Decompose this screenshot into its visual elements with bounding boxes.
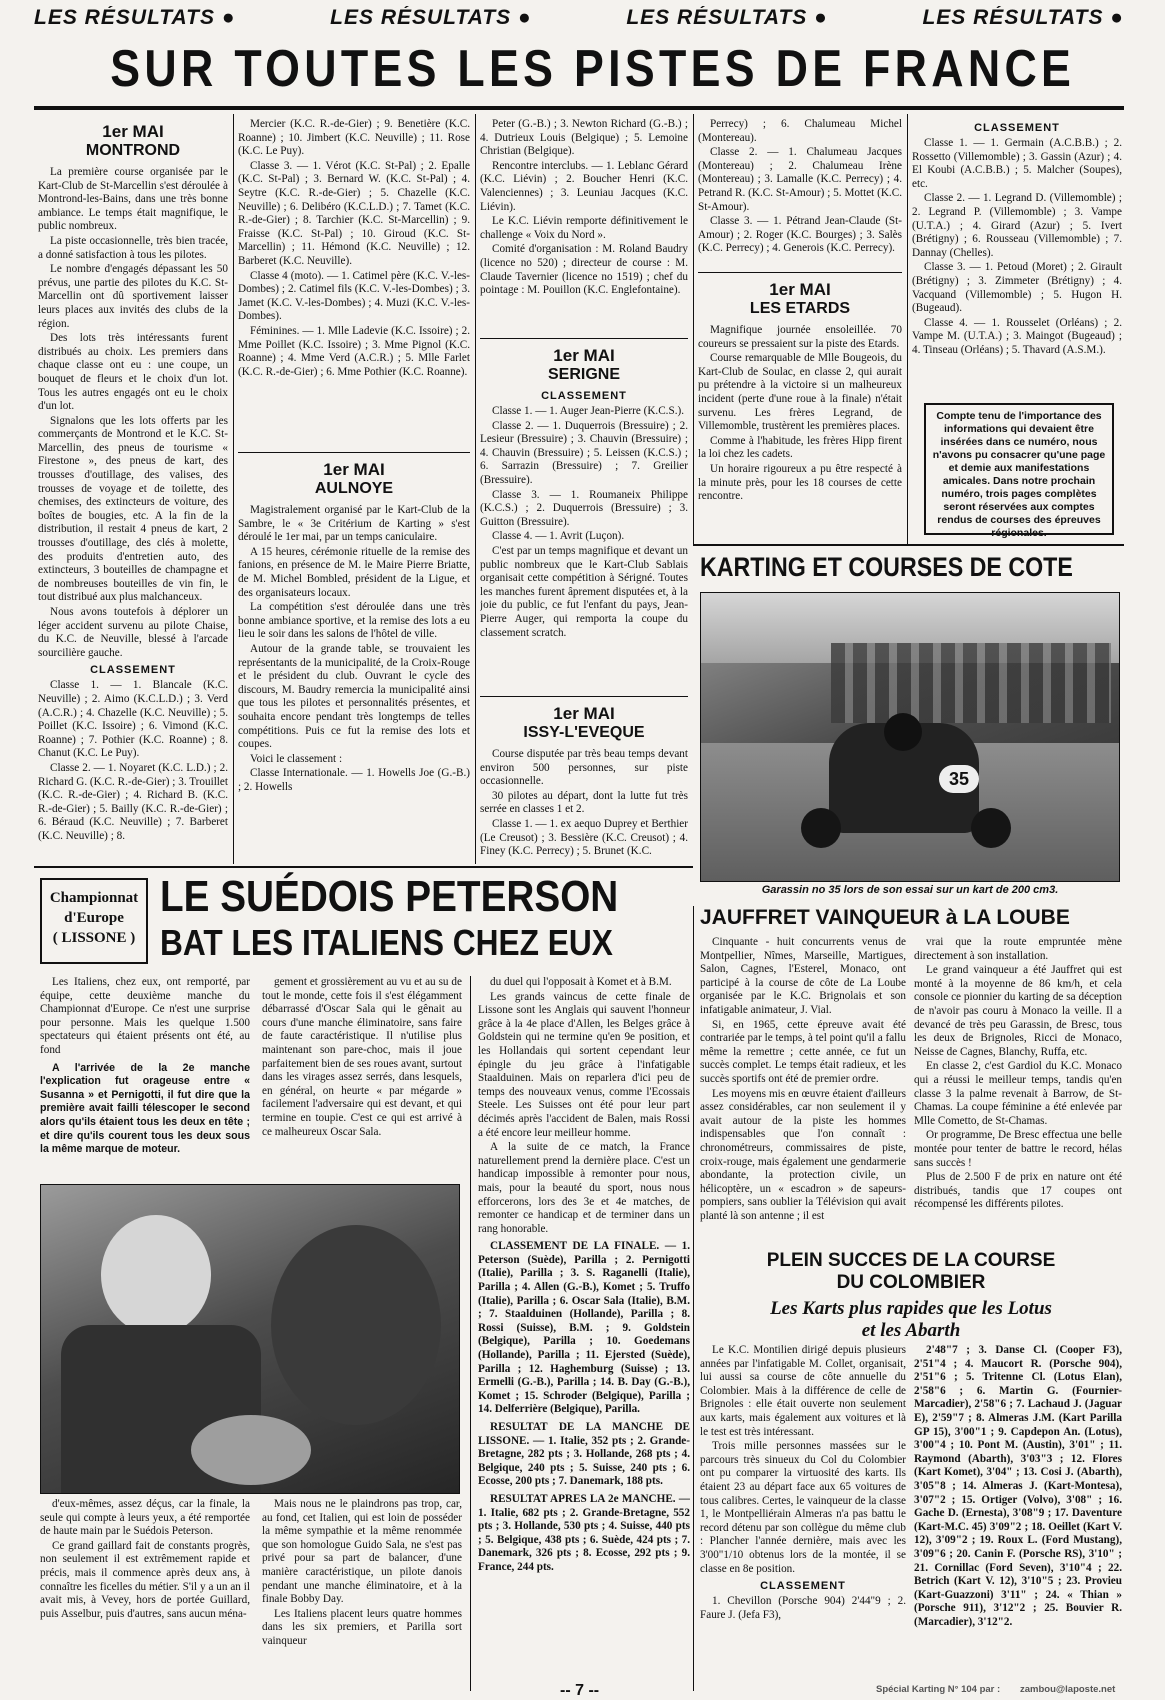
box-line: Championnat (49, 890, 139, 906)
paragraph: Course disputée par très beau temps devant environ 500 personnes, sur piste occasionnelle. (480, 748, 688, 788)
paragraph: Classe Internationale. — 1. Howells Joe (G.-B.) ; 2. Howells (238, 767, 470, 793)
engine-part (191, 1415, 311, 1485)
paragraph: Ce grand gaillard fait de constants progrès, non seulement il est extrêmement rapide et précis, mais il commence après deux ans, à connaître les ficelles du métier. S'il y a un an il avait mis, à Vevey, hors de portée Guillard, puis Asselbur, puis d'autres, sans aucun ména- (40, 1539, 250, 1620)
paragraph: Signalons que les lots offerts par les commerçants de Montrond et le K.C. St-Marcellin, des pneus de tourisme « Firestone », des pneus de kart, des trousses d'outillage, des valises, des trousses de voyage et de toilette, des chemises, des extincteurs de voiture, des boîtes de bougies, etc. A la fin de la distribution, il restait 4 pneus de kart, 2 trousses d'outillage, des clés à molette, des produits d'entretien auto, des extincteurs, 3 bouteilles de champagne et de nombreuses bouteilles de vin fin, le tout distribué aux plus malchanceux. (38, 414, 228, 604)
result-paragraph: Classe 2. — 1. Duquerrois (Bressuire) ; 2. Lesieur (Bressuire) ; 3. Chauvin (Bressuire) ; 4. Chauvin (Bressuire) ; 5. Leissen (K.C.S.) ; 6. Sarrazin (Bressuire) ; 7. Greilier (Bressuire). (480, 419, 688, 486)
issy-column (480, 700, 688, 862)
driver-face (101, 1215, 211, 1335)
colombier-title: PLEIN SUCCES DE LA COURSE (766, 1250, 1056, 1271)
band-item: LES RÉSULTATS ● (330, 6, 532, 29)
issy-heading (480, 704, 688, 742)
loube-title: JAUFFRET VAINQUEUR à LA LOUBE (700, 906, 1070, 929)
montrond-results-continued (238, 118, 470, 428)
result-paragraph: Classe 4 (moto). — 1. Catimel père (K.C. V.-les-Dombes) ; 2. Catimel fils (K.C. V.-les-Dombes) ; 3. Jamet (K.C. V.-les-Dombes) ; 4. Muzi (K.C. V.-les-Dombes). (238, 269, 470, 323)
band-item: LES RÉSULTATS ● (626, 6, 828, 29)
credit-email[interactable]: zambou@laposte.net (1020, 1684, 1116, 1695)
colombier-col1 (700, 1344, 906, 1689)
event-date: 1er MAI (553, 346, 615, 365)
paragraph: 30 pilotes au départ, dont la lutte fut très serrée en classes 1 et 2. (480, 789, 688, 816)
peterson-col2-bottom (262, 1498, 462, 1693)
divider (480, 696, 688, 697)
event-place: AULNOYE (314, 480, 394, 497)
result-paragraph: Perrecy) ; 6. Chalumeau Michel (Montereau). (698, 118, 902, 144)
classement-heading: CLASSEMENT (974, 122, 1060, 134)
paragraph: A la suite de ce match, la France naturellement prend la dernière place. C'est un handicap impossible à remonter pour nous, mais, pour la beauté du sport, nous nous efforcerons, lors des 3e et 4e matches, de remonter ce handicap et de terminer dans un rang honorable. (478, 1141, 690, 1235)
kart-wheel (801, 808, 841, 848)
event-date: 1er MAI (323, 460, 385, 479)
result-paragraph: 2'48"7 ; 3. Danse Cl. (Cooper F3), 2'51"4 ; 4. Maucort R. (Porsche 904), 2'51"6 ; 5. Tritenne Cl. (Lotus Elan), 2'58"6 ; 6. Martin G. (Fournier-Marcadier), 2'58"6 ; 7. Lachaud J. (Jaguar E), 2'59"7 ; 8. Almeras J.M. (Kart Parilla GP 15), 3'00"1 ; 9. Capdepon An. (Lotus), 3'00"4 ; 10. Pont M. (Austin), 3'01" ; 11. Raymond (Abarth), 3'03"3 ; 12. Flores (Kart Komet), 3'04" ; 13. Cosi J. (Abarth), 3'05"8 ; 14. Almeras J. (Kart-Montesa), 3'07"2 ; 15. Ortiger (Volvo), 3'08" ; 16. Gache D. (Ernesta), 3'08"9 ; 17. Daventure (Kart-M.C. 45) 3'09"2 ; 18. Oeillet (Kart V. 12), 3'09"2 ; 19. Roux L. (Ford Mustang), 3'09"6 ; 20. Canin F. (Porsche RS), 3'10" ; 21. Cornillac (Ford Seven), 3'10"4 ; 22. Betrich (Kart V. 12), 3'10"5 ; 23. Provieu (Kart-Guazzoni) 3'11" ; 24. « Thian » (Porsche 911), 3'12"2 ; 25. Bouvier R. (Marcadier), 3'12"2. (914, 1344, 1122, 1628)
serigne-column (480, 342, 688, 680)
paragraph: Peter (G.-B.) ; 3. Newton Richard (G.-B.) ; 4. Dutrieux Louis (Belgique) ; 5. Lemoine Christian (Belgique). (480, 118, 688, 158)
result-paragraph: Classe 1. — 1. ex aequo Duprey et Berthier (Le Creusot) ; 3. Bessière (K.C. Creusot) ; 4. Finey (K.C. Perrecy) ; 5. Brunet (K.C. (480, 817, 688, 858)
manche-result-title: RESULTAT DE LA MANCHE DE LISSONE. (478, 1421, 690, 1447)
result-paragraph: 1. Chevillon (Porsche 904) 2'44"9 ; 2. Faure J. (Jefa F3), (700, 1595, 906, 1621)
paragraph: Course remarquable de Mlle Bougeois, du Kart-Club de Soulac, en classe 2, qui aurait pu prétendre à la victoire si un malheureux incident (perte d'une roue à la finale) n'était survenu. Les frères Legrand, de Villemomble, trustèrent les premières places. (698, 352, 902, 433)
paragraph: Nous avons toutefois à déplorer un léger accident survenu au pilote Chaise, du K.C. de Neuville, blessé à l'arcade sourcilière gauche. (38, 606, 228, 659)
divider (470, 976, 471, 1691)
classement-heading: CLASSEMENT (760, 1580, 846, 1593)
event-date: 1er MAI (553, 704, 615, 723)
paragraph: Comité d'organisation : M. Roland Baudry (licence no 520) ; directeur de course : M. Claude Tavernier (licence no 1519) ; chef du pointage : M. Pouillon (K.C. Englefontaine). (480, 243, 688, 297)
etards-heading (698, 280, 902, 318)
paragraph: Or programme, De Bresc effectua une belle montée pour tenter de battre le record, hélas sans succès ! (914, 1129, 1122, 1169)
divider (475, 114, 476, 864)
paragraph: Rencontre interclubs. — 1. Leblanc Gérard (K.C. Liévin) ; 2. Boucher Henri (K.C. Valenciennes) ; 3. Leuniau Jacques (K.C. Liévin). (480, 159, 688, 213)
colombier-subtitle-line2: et les Abarth (861, 1320, 961, 1341)
divider (238, 452, 470, 453)
event-place: LES ETARDS (749, 300, 851, 317)
peterson-title: LE SUÉDOIS PETERSON (160, 872, 619, 921)
final-ranking-title: CLASSEMENT DE LA FINALE. (490, 1240, 660, 1253)
spectators (831, 643, 1111, 723)
paragraph: C'est par un temps magnifique et devant un public nombreux que le Kart-Club Sablais organisait cette compétition à Sérigné. Toutes les manches furent âprement disputées et, à la joie du public, ce fut l'enfant du pays, Jean-Pierre Auger, qui remporta la coupe du classement scratch. (480, 544, 688, 639)
overall-result-title: RESULTAT APRES LA 2e MANCHE. (490, 1492, 676, 1505)
peterson-col2 (262, 976, 462, 1181)
divider (34, 866, 693, 868)
loube-col1 (700, 936, 906, 1246)
band-item: LES RÉSULTATS ● (34, 6, 236, 29)
paragraph: du duel qui l'opposait à Komet et à B.M. (490, 976, 672, 988)
paragraph: Plus de 2.500 F de prix en nature ont été distribués, tandis que 17 coupes ont récompensé les différents pilotes. (914, 1171, 1122, 1211)
colombier-title-line2: DU COLOMBIER (836, 1272, 986, 1293)
box-line: ( LISSONE ) (52, 930, 136, 946)
paragraph: La piste occasionnelle, très bien tracée, a donné satisfaction à tous les pilotes. (38, 234, 228, 261)
paragraph: Le K.C. Montilien dirigé depuis plusieurs années par l'infatigable M. Collet, organisait, lui aussi sa course de côte annuelle du Colombier. Mais à la différence de celle de Brignoles : elle était ouverte non seulement aux karts, mais également aux voitures et là le test est très intéressant. (700, 1344, 906, 1438)
paragraph: d'eux-mêmes, assez déçus, car la finale, la seule qui compte à leurs yeux, a été remportée de haute main par le Suédois Peterson. (40, 1498, 250, 1538)
paragraph: gement et grossièrement au vu et au su de tout le monde, cette fois il s'est élégamment débarrassé d'Oscar Sala qui le gênait au cours d'une manche éliminatoire, sans faire de faute caractéristique. Il n'utilise plus maintenant son pare-choc, mais il joue parfaitement bien de ses roues avant, surtout dans les virages assez serrés, dans lesquels, en général, on heurte « par mégarde » facilement l'adversaire qui est devant, et qui termine en toupie. C'est ce qui est arrivé à ce malheureux Oscar Sala. (262, 976, 462, 1138)
paragraph: Voici le classement : (250, 752, 343, 765)
paragraph: En classe 2, c'est Gardiol du K.C. Monaco qui a réussi le meilleur temps, tandis qu'en classe 3 la palme revenait à Barrow, de St-Chamas. La coupe féminine a été enlevée par Mlle Cometto, de St-Chamas. (914, 1060, 1122, 1127)
event-place: SERIGNE (547, 366, 620, 383)
aulnoye-heading (238, 460, 470, 498)
result-paragraph: Classe 3. — 1. Petoud (Moret) ; 2. Girault (Brétigny) ; 3. Zimmeter (Brétigny) ; 4. Vacquand (Villemomble) ; 5. Hugon H. (Bugeaud). (912, 261, 1122, 315)
paragraph: Les Italiens placent leurs quatre hommes dans les six premiers, et Parilla sort vainqueur (262, 1607, 462, 1647)
manche-result: — 1. Italie, 352 pts ; 2. Grande-Bretagne, 282 pts ; 3. Hollande, 268 pts ; 4. Belgique, 240 pts ; 5. Suisse, 240 pts ; 6. Ecosse, 200 pts ; 7. Danemark, 188 pts. (478, 1434, 690, 1488)
result-paragraph: Classe 1. — 1. Auger Jean-Pierre (K.C.S.). (492, 405, 685, 417)
aulnoye-continued (480, 118, 688, 318)
peterson-intro (40, 976, 250, 1176)
photo-caption: Garassin no 35 lors de son essai sur un kart de 200 cm3. (761, 884, 1059, 896)
page-headline: SUR TOUTES LES PISTES DE FRANCE (110, 40, 1076, 98)
event-date: 1er MAI (102, 122, 164, 141)
result-paragraph: Classe 4. — 1. Rousselet (Orléans) ; 2. Vampe M. (U.T.A.) ; 3. Maingot (Bugeaud) ; 4. Tinseau (Orléans) ; 5. Thavard (A.S.M.). (912, 316, 1122, 356)
divider (698, 272, 902, 273)
paragraph: Le nombre d'engagés dépassant les 50 prévus, une partie des pilotes du K.C. St-Marcellin ont dû sportivement laisser leurs places aux invités des clubs de la région. (38, 263, 228, 330)
paragraph: Mais nous ne le plaindrons pas trop, car, au fond, cet Italien, qui est loin de posséder la même sympathie et la même renommée que son homologue Guido Sala, ne s'est pas privé pour sa part de balancer, d'une manière caractéristique, un pilote danois pendant une manche éliminatoire, et à la finale Bobby Day. (262, 1498, 462, 1606)
editorial-notice: Compte tenu de l'importance des informations qui devaient être insérées dans ce numéro, nous n'avons pu consacrer qu'une page et demie aux manifestations amicales. Dans notre prochain numéro, trois pages complètes seront réservées aux comptes rendus de courses des épreuves régionales. (924, 403, 1114, 535)
paragraph: Les moyens mis en œuvre étaient d'ailleurs assez considérables, car non seulement il y avait autour de la piste les hommes indispensables que l'on connaît : chronométreurs, commissaires de piste, croix-rouge, mais également une gendarmerie abondante, la protection civile, un hélicoptère, un « escadron » de sapeurs-pompiers, sans oublier la Télévision qui avait planté là son antenne ; il est (700, 1087, 906, 1222)
classement-heading: CLASSEMENT (541, 390, 627, 402)
peterson-subtitle: BAT LES ITALIENS CHEZ EUX (160, 922, 613, 963)
credit-text: Spécial Karting N° 104 par : (876, 1684, 1001, 1695)
colombier-col2 (914, 1344, 1122, 1689)
divider (693, 906, 694, 1691)
result-paragraph: Classe 3. — 1. Pétrand Jean-Claude (St-Amour) ; 2. Roger (K.C. Bourges) ; 3. Salès (K.C. Perrecy) ; 4. Generois (K.C. Perrecy). (698, 215, 902, 255)
final-ranking: — 1. Peterson (Suède), Parilla ; 2. Pernigotti (Italie), Parilla ; 3. S. Raganelli (Italie), Parilla ; 4. Allen (G.-B.), Komet ; 5. Truffo (Italie), Parilla ; 6. Oscar Sala (Italie), B.M. ; 7. Staalduinen (Hollande), Parilla ; 8. Rossi (Suisse), B.M. ; 9. Goldstein (Belgique), Parilla ; 10. Goedemans (Hollande), Parilla ; 11. Ejersted (Suède), Parilla ; 12. Haghemburg (Suisse) ; 13. Ermelli (G.-B.), Parilla ; 14. B. Day (G.-B.), Komet ; 15. Schroder (Belgique), Parilla ; 14. Delferrière (Belgique), Parilla. (478, 1240, 690, 1416)
aulnoye-column (238, 456, 470, 861)
etards-column (698, 276, 902, 541)
peterson-after (40, 1498, 250, 1693)
divider (233, 114, 234, 864)
serigne-heading (480, 346, 688, 384)
loube-col2 (914, 936, 1122, 1246)
result-paragraph: Classe 2. — 1. Noyaret (K.C. L.D.) ; 2. Richard G. (K.C. R.-de-Gier) ; 3. Trouillet (K.C. R.-de-Gier) ; 4. Richard B. (K.C. R.-de-Gier) ; 5. Bailly (K.C. R.-de-Gier) ; 6. Béraud (K.C. Neuville) ; 7. Barberet (K.C. Neuville) ; 8. (38, 761, 228, 842)
kart-number-plate: 35 (939, 765, 979, 793)
mechanic-figure (271, 1225, 441, 1425)
driver-helmet (884, 713, 922, 751)
paragraph: Comme à l'habitude, les frères Hipp firent la loi chez les cadets. (698, 434, 902, 461)
paragraph: Un horaire rigoureux a pu être respecté à la minute près, pour les 18 courses de cette rencontre. (698, 462, 902, 503)
band-item: LES RÉSULTATS ● (922, 6, 1124, 29)
paragraph: A 15 heures, cérémonie rituelle de la remise des fanions, en présence de M. le Maire Pierre Briatte, de M. Michel Bombled, président de la Ligue, et des organisateurs locaux. (238, 545, 470, 599)
paragraph: Des lots très intéressants furent distribués au choix. Les premiers dans chaque classe ont eu : une coupe, un bouquet de fleurs et le choix d'un lot. Tous les autres engagés ont eu le choix d'un lot. (38, 332, 228, 413)
paragraph: Les Italiens, chez eux, ont remporté, par équipe, cette deuxième manche du Championnat d'Europe. Ce n'est une surprise pour personne. Mais les quelque 1.500 spectateurs qui étaient présents ont été, au fond (40, 976, 250, 1056)
section-band (34, 6, 1124, 30)
page-number: -- 7 -- (560, 1682, 600, 1699)
result-paragraph: Mercier (K.C. R.-de-Gier) ; 9. Benetière (K.C. Roanne) ; 10. Jimbert (K.C. Neuville) ; 11. Rose (K.C. Le Puy). (238, 118, 470, 158)
event-place: MONTROND (85, 142, 181, 159)
divider (34, 106, 1124, 110)
paragraph: Le K.C. Liévin remporte définitivement le challenge « Voix du Nord ». (480, 215, 688, 241)
result-paragraph: Classe 4. — 1. Avrit (Luçon). (492, 530, 625, 543)
result-paragraph: Classe 3. — 1. Vérot (K.C. St-Pal) ; 2. Epalle (K.C. St-Pal) ; 3. Bernard W. (K.C. St-Pal) ; 4. Seytre (K.C. R.-de-Gier) ; 5. Chazelle (K.C. Neuville) ; 6. Delibéro (K.C.L.D.) ; 7. Tamet (K.C. R.-de-Gier) ; 8. Tarchier (K.C. St-Marcellin) ; 9. Fraisse (K.C. St-Pal) ; 10. Giroud (K.C. St-Marcellin) ; 11. Hémond (K.C. Neuville) ; 12. Barberet (K.C. Neuville). (238, 159, 470, 267)
paragraph: Magistralement organisé par le Kart-Club de la Sambre, le « 3e Critérium de Karting » s'est déroulé le 1er mai, par un temps caniculaire. (238, 504, 470, 544)
montrond-column (38, 118, 228, 863)
paragraph: Si, en 1965, cette épreuve avait été contrariée par le temps, à tel point qu'il a fallu même la remettre ; cette année, ce fut un succès complet. Le temps était radieux, et les succès sportifs ont été de premier ordre. (700, 1018, 906, 1085)
colombier-subtitle: Les Karts plus rapides que les Lotus (770, 1298, 1052, 1319)
karting-photo (700, 592, 1120, 882)
classement-heading: CLASSEMENT (90, 664, 176, 677)
divider (693, 114, 694, 544)
etards-results (912, 118, 1122, 393)
box-line: d'Europe (64, 910, 124, 926)
paragraph: Trois mille personnes massées sur le parcours très sinueux du Col du Colombier ont pu comparer la virtuosité des karts. Ils étaient 23 au départ face aux 65 voitures de tous calibres. Certes, le vainqueur de la classe 1, le Montpelliérain Almeras n'a pas battu le record détenu par son collègue du même club : Plancher l'année dernière, mais avec les 3'00"1/10 obtenus lors de la montée, il se classe en 8e position. (700, 1440, 906, 1575)
lissone-photo (40, 1184, 460, 1494)
divider (693, 544, 1124, 546)
paragraph: vrai que la route empruntée mène directement à son installation. (914, 936, 1122, 962)
result-paragraph: Classe 2. — 1. Legrand D. (Villemomble) ; 2. Legrand P. (Villemomble) ; 3. Vampe (U.T.A.) ; 4. Girard (Azur) ; 5. Ivert (Brétigny) ; 6. Rousseau (Villemomble) ; 7. Dannay (Chelles). (912, 192, 1122, 259)
event-date: 1er MAI (769, 280, 831, 299)
paragraph: Autour de la grande table, se trouvaient les représentants de la municipalité, de la Croix-Rouge et le président du club. Ouvrant le cycle des discours, M. Baudry remercia la municipalité ainsi que tous les pilotes et personnalités présentes, et souhaita encore pendant très longtemps de telles compétitions. Puis ce fut la remise des lots et coupes. (238, 642, 470, 751)
overall-result: — 1. Italie, 682 pts ; 2. Grande-Bretagne, 552 pts ; 3. Hollande, 530 pts ; 4. Suisse, 440 pts ; 5. Belgique, 438 pts ; 6. Suède, 424 pts ; 7. Danemark, 326 pts ; 8. Ecosse, 292 pts ; 9. France, 244 pts. (478, 1492, 690, 1573)
paragraph: La première course organisée par le Kart-Club de St-Marcellin s'est déroulée à Montrond-les-Bains, dans une très bonne ambiance. Le temps était magnifique, le public nombreux. (38, 166, 228, 233)
paragraph: Le grand vainqueur a été Jauffret qui est monté à la moyenne de 86 km/h, et cela console ce pionnier du karting de sa déception de n'avoir pas couru à Monaco la veille. Il a devancé de très peu Garassin, de Bresc, tous les deux de Brignoles, Ricci de Monaco, Neisse de Cagnes, Blanchy, Ruffa, etc. (914, 964, 1122, 1058)
kart-wheel (971, 808, 1011, 848)
peterson-col3 (478, 976, 690, 1693)
championship-box (40, 878, 148, 964)
bold-paragraph: A l'arrivée de la 2e manche l'explication fut orageuse entre « Susanna » et Pernigotti, il fut dire que la première avait failli télescoper le second alors qu'ils étaient tous les deux en tête ; et dire qu'ils courent tous les deux sous la même marque de moteur. (40, 1061, 250, 1156)
issy-continued (698, 118, 902, 268)
montrond-heading (38, 122, 228, 160)
event-place: ISSY-L'EVEQUE (523, 724, 645, 741)
divider (480, 338, 688, 339)
karting-title: KARTING ET COURSES DE COTE (700, 552, 1073, 582)
result-paragraph: Classe 1. — 1. Germain (A.C.B.B.) ; 2. Rossetto (Villemomble) ; 3. Gassin (Azur) ; 4. El Koubi (A.C.B.B.) ; 5. Malcher (Soupes), etc. (912, 137, 1122, 190)
result-paragraph: Féminines. — 1. Mlle Ladevie (K.C. Issoire) ; 2. Mme Poillet (K.C. Issoire) ; 3. Mme Pignol (K.C. Roanne) ; 4. Mme Verd (A.C.R.) ; 5. Mlle Farlet (K.C. R.-de-Gier) ; 6. Mme Pothier (K.C. Roanne). (238, 324, 470, 378)
result-paragraph: Classe 1. — 1. Blancale (K.C. Neuville) ; 2. Aimo (K.C.L.D.) ; 3. Verd (A.C.R.) ; 4. Chazelle (K.C. Neuville) ; 5. Poillet (K.C. Issoire) ; 6. Vimond (K.C. Roanne) ; 7. Pothier (K.C. Roanne) ; 8. Chanut (K.C. Le Puy). (38, 679, 228, 760)
paragraph: Cinquante - huit concurrents venus de Montpellier, Nîmes, Marseille, Martigues, Salon, Cagnes, l'Esterel, Monaco, ont participé à la course de côte de La Loube organisée par le K.C. Brignolais et son infatigable animateur, J. Vial. (700, 936, 906, 1016)
paragraph: Magnifique journée ensoleillée. 70 coureurs se pressaient sur la piste des Etards. (698, 324, 902, 350)
result-paragraph: Classe 2. — 1. Chalumeau Jacques (Montereau) ; 2. Chalumeau Irène (Montereau) ; 3. Lamalle (K.C. Perrecy) ; 4. Petrand R. (K.C. St-Amour) ; 5. Mottet (K.C. St-Amour). (698, 146, 902, 213)
paragraph: La compétition s'est déroulée dans une très bonne ambiance sportive, et la remise des lots a eu lieu le soir dans les salons de l'hôtel de ville. (238, 601, 470, 641)
result-paragraph: Classe 3. — 1. Roumaneix Philippe (K.C.S.) ; 2. Duquerrois (Bressuire) ; 3. Guitton (Bressuire). (480, 488, 688, 528)
divider (907, 114, 908, 544)
colombier-heading (700, 1250, 1122, 1342)
paragraph: Les grands vaincus de cette finale de Lissone sont les Anglais qui sauvent l'honneur grâce à la 4e place d'Allen, les Belges grâce à Goldstein qui ne termine qu'en 9e position, et les Hollandais qui sortent cependant leur épingle du jeu grâce à l'infatigable Staalduinen. Mais on reparlera d'ici peu de temps des nouveaux venus, comme l'Ecossais Steele. Les Suisses ont été pour leur part décimés après l'accident de Balen, mais Rossi a été encore leur meilleur homme. (478, 990, 690, 1139)
